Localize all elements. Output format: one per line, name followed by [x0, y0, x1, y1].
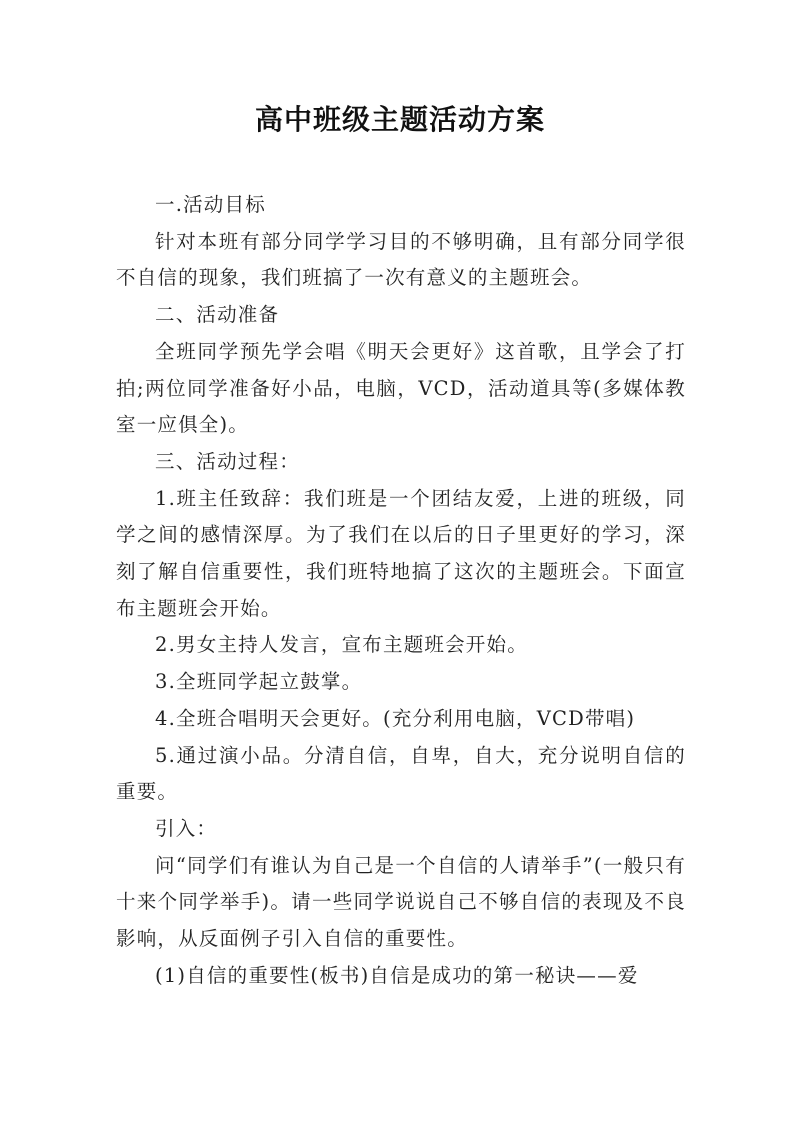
paragraph-preparation-text: 全班同学预先学会唱《明天会更好》这首歌，且学会了打拍;两位同学准备好小品，电脑，VCD，活动道具等(多媒体教室一应俱全)。	[116, 339, 686, 437]
paragraph-confidence-importance: (1)自信的重要性(板书)自信是成功的第一秘诀——爱	[155, 963, 639, 987]
heading-activity-goal: 一.活动目标	[155, 193, 266, 216]
document-body	[116, 187, 686, 994]
paragraph-goal-text: 针对本班有部分同学学习目的不够明确，且有部分同学很不自信的现象，我们班搞了一次有意义的主题班会。	[116, 229, 686, 290]
heading-activity-preparation: 二、活动准备	[155, 303, 280, 327]
paragraph-step-4: 4.全班合唱明天会更好。(充分利用电脑，VCD带唱)	[155, 706, 636, 730]
paragraph-step-5: 5.通过演小品。分清自信，自卑，自大，充分说明自信的重要。	[116, 743, 686, 804]
paragraph-introduction-text: 问“同学们有谁认为自己是一个自信的人请举手”(一般只有十来个同学举手)。请一些同学说说自己不够自信的表现及不良影响，从反面例子引入自信的重要性。	[116, 853, 686, 951]
document-title: 高中班级主题活动方案	[254, 103, 545, 136]
heading-activity-process: 三、活动过程：	[155, 449, 300, 473]
paragraph-step-3: 3.全班同学起立鼓掌。	[155, 670, 363, 694]
paragraph-step-2: 2.男女主持人发言，宣布主题班会开始。	[155, 633, 528, 657]
heading-introduction: 引入：	[155, 816, 218, 840]
paragraph-step-1: 1.班主任致辞：我们班是一个团结友爱，上进的班级，同学之间的感情深厚。为了我们在以后的日子里更好的学习，深刻了解自信重要性，我们班特地搞了这次的主题班会。下面宣布主题班会开始。	[116, 486, 686, 620]
